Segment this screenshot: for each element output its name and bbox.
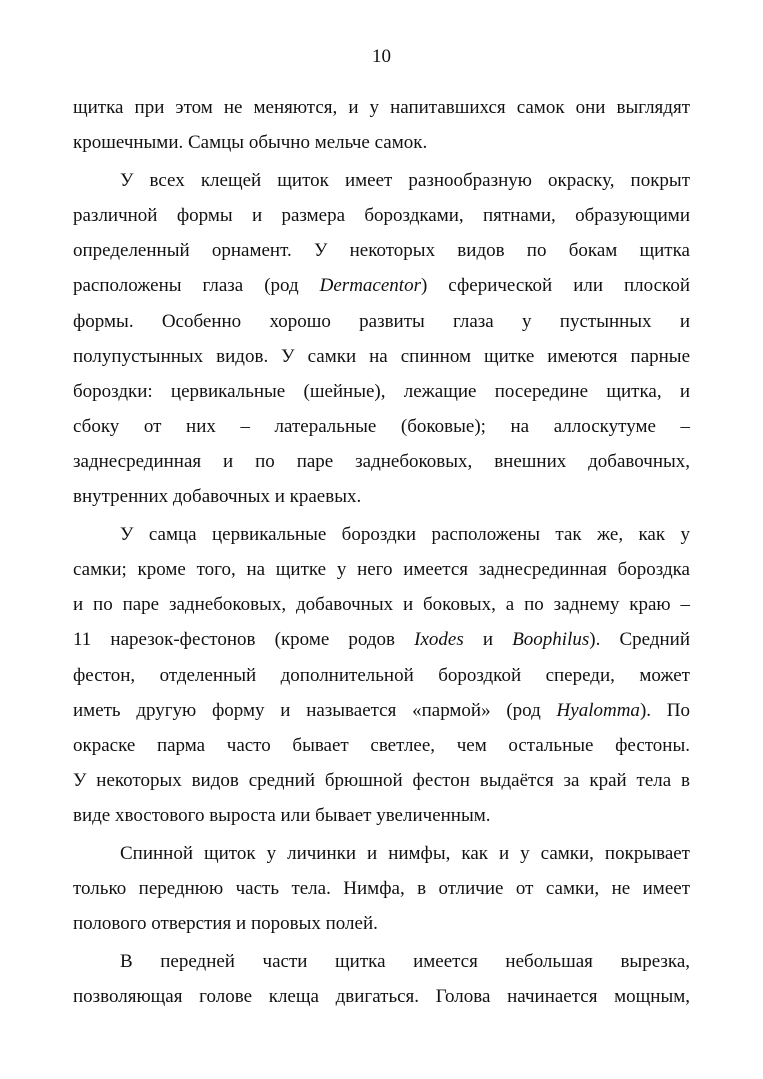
text-line: сбоку от них – латеральные (боковые); на аллоскутуме – xyxy=(73,415,690,437)
genus-name-ixodes: Ixodes xyxy=(414,629,464,651)
paragraph-first-line: В передней части щитка имеется небольшая вырезка, xyxy=(120,951,690,973)
text-line: окраске парма часто бывает светлее, чем остальные фестоны. xyxy=(73,734,690,756)
paragraph-first-line: У самца цервикальные бороздки расположены так же, как у xyxy=(120,524,690,546)
genus-name-hyalomma: Hyalomma xyxy=(556,699,640,721)
text-line: заднесрединная и по паре заднебоковых, внешних добавочных, xyxy=(73,450,690,472)
text-line: самки; кроме того, на щитке у него имеется заднесрединная бороздка xyxy=(73,559,690,581)
text-line: только переднюю часть тела. Нимфа, в отличие от самки, не имеет xyxy=(73,878,690,900)
text-line: У некоторых видов средний брюшной фестон выдаётся за край тела в xyxy=(73,769,690,791)
text-line: определенный орнамент. У некоторых видов по бокам щитка xyxy=(73,240,690,262)
paragraph-first-line: У всех клещей щиток имеет разнообразную окраску, покрыт xyxy=(120,170,690,192)
text-line: полупустынных видов. У самки на спинном щитке имеются парные xyxy=(73,345,690,367)
text-line: фестон, отделенный дополнительной бороздкой спереди, может xyxy=(73,664,690,686)
body-text xyxy=(73,90,690,1014)
text-line: и по паре заднебоковых, добавочных и боковых, а по заднему краю – xyxy=(73,594,690,616)
page-number: 10 xyxy=(372,46,391,67)
text-line: крошечными. Самцы обычно мельче самок. xyxy=(73,132,428,154)
text-line: 11 нарезок-фестонов (кроме родов Ixodes и Boophilus). Средний xyxy=(73,629,691,651)
genus-name-dermacentor: Dermacentor xyxy=(319,275,421,297)
text-line: различной формы и размера бороздками, пятнами, образующими xyxy=(73,205,690,227)
genus-name-boophilus: Boophilus xyxy=(512,629,590,651)
text-line: позволяющая голове клеща двигаться. Голова начинается мощным, xyxy=(73,986,690,1008)
text-line: иметь другую форму и называется «пармой» (род Hyalomma). По xyxy=(73,699,690,721)
text-line: щитка при этом не меняются, и у напитавшихся самок они выглядят xyxy=(73,97,690,118)
text-line: внутренних добавочных и краевых. xyxy=(73,486,362,508)
text-line: полового отверстия и поровых полей. xyxy=(73,913,378,935)
text-line: расположены глаза (род Dermacentor) сферической или плоской xyxy=(73,275,690,297)
text-line: формы. Особенно хорошо развиты глаза у пустынных и xyxy=(73,310,690,332)
text-line: бороздки: цервикальные (шейные), лежащие посередине щитка, и xyxy=(73,380,690,402)
text-line: виде хвостового выроста или бывает увеличенным. xyxy=(73,804,491,826)
paragraph-first-line: Спинной щиток у личинки и нимфы, как и у самки, покрывает xyxy=(120,842,690,864)
